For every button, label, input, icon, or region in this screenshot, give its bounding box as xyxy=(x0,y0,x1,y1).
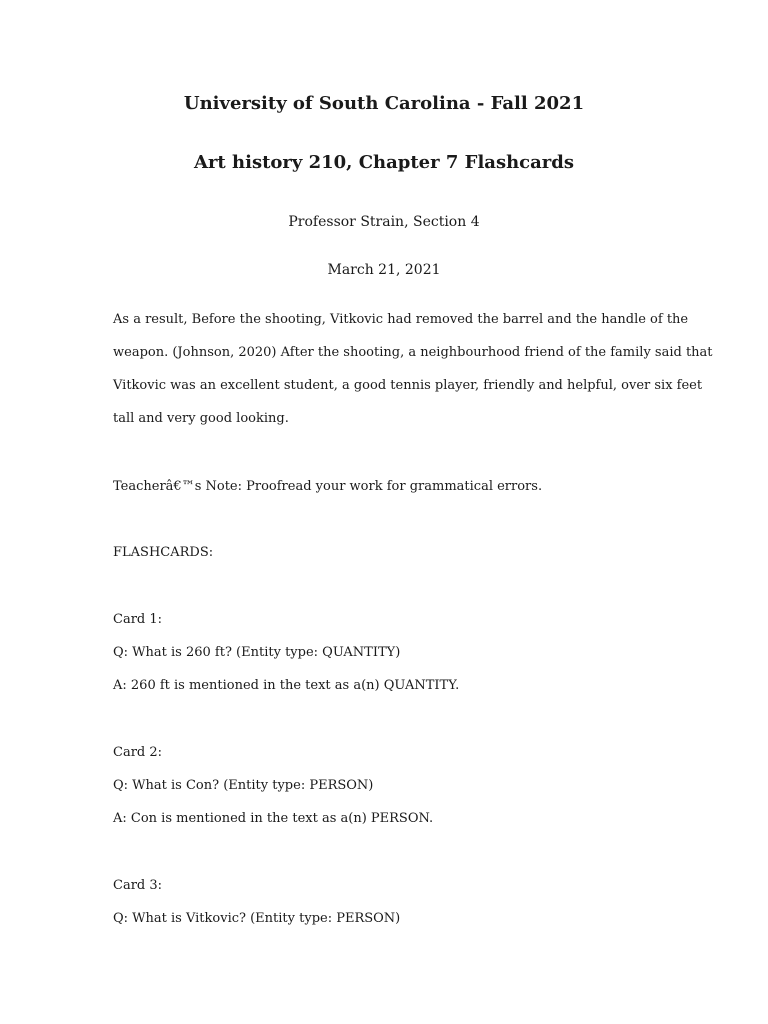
card-question: Q: What is Vitkovic? (Entity type: PERSON) xyxy=(113,911,401,926)
card-question: Q: What is 260 ft? (Entity type: QUANTITY) xyxy=(113,645,401,660)
document-subtitle: Art history 210, Chapter 7 Flashcards xyxy=(193,152,575,173)
document-title: University of South Carolina - Fall 2021 xyxy=(183,93,585,114)
paragraph-line: As a result, Before the shooting, Vitkovic had removed the barrel and the handle of the xyxy=(113,312,689,327)
date-line: March 21, 2021 xyxy=(327,262,441,278)
flashcards-heading: FLASHCARDS: xyxy=(113,545,214,560)
card-answer: A: Con is mentioned in the text as a(n) PERSON. xyxy=(113,811,434,826)
professor-line: Professor Strain, Section 4 xyxy=(288,214,480,230)
paragraph-line: tall and very good looking. xyxy=(113,411,289,426)
card-question: Q: What is Con? (Entity type: PERSON) xyxy=(113,778,374,793)
teacher-note: Teacherâ€™s Note: Proofread your work for grammatical errors. xyxy=(113,479,543,494)
card-answer: A: 260 ft is mentioned in the text as a(n) QUANTITY. xyxy=(113,678,460,693)
card-label: Card 3: xyxy=(113,878,163,893)
card-label: Card 1: xyxy=(113,612,163,627)
paragraph-line: Vitkovic was an excellent student, a good tennis player, friendly and helpful, over six feet xyxy=(113,378,703,393)
paragraph-line: weapon. (Johnson, 2020) After the shooting, a neighbourhood friend of the family said that xyxy=(113,345,713,360)
card-label: Card 2: xyxy=(113,745,163,760)
